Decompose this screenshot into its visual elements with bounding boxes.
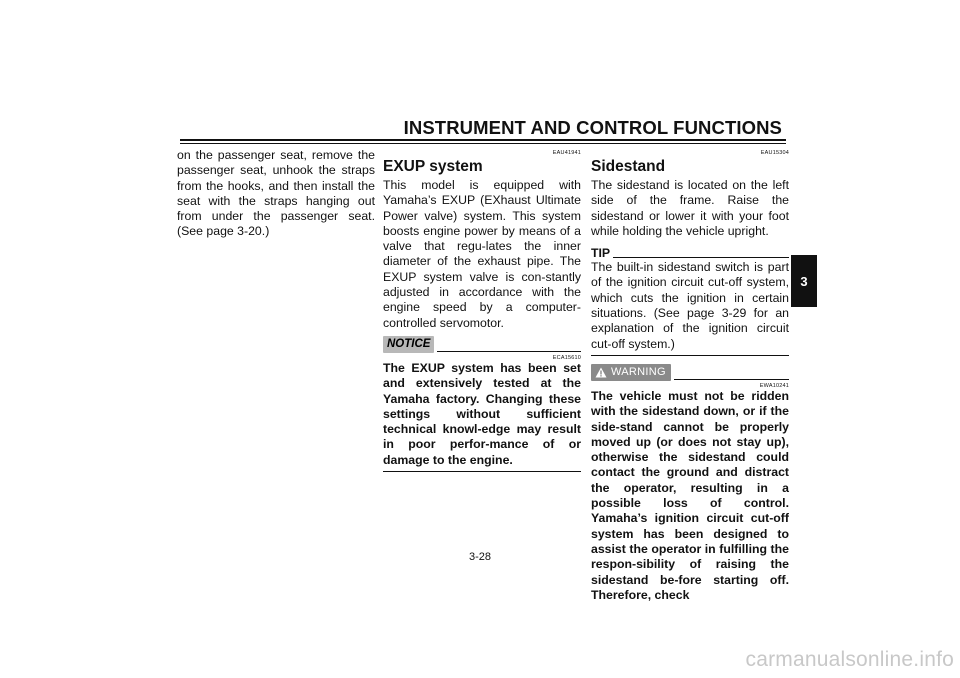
notice-end-rule — [383, 471, 581, 472]
warning-triangle-icon — [595, 367, 607, 378]
tip-rule — [613, 257, 789, 258]
watermark: carmanualsonline.info — [745, 648, 954, 671]
section-exup — [383, 148, 581, 472]
notice-text: The EXUP system has been set and extensively tested at the Yamaha factory. Changing these settings without sufficient technical knowl-edge may result in poor perfor-mance of or damage to the engine. — [383, 360, 581, 467]
tip-label: TIP — [591, 246, 611, 261]
continued-text: on the passenger seat, remove the passenger seat, unhook the straps from the hooks, and then install the seat with the straps hanging out from under the passenger seat. (See page 3-20.) — [177, 148, 375, 239]
notice-rule — [437, 351, 581, 352]
page-number: 3-28 — [469, 551, 492, 563]
column-left — [177, 148, 375, 240]
page-header-title: INSTRUMENT AND CONTROL FUNCTIONS — [403, 117, 782, 138]
exup-body: This model is equipped with Yamaha’s EXUP (EXhaust Ultimate Power valve) system. This system boosts engine power by means of a valve that regu-lates the inner diameter of the exhaust pipe. The EXUP system valve is con-stantly adjusted in accordance with the engine speed by a computer-controlled servomotor. — [383, 178, 581, 330]
warning-header — [591, 364, 789, 381]
chapter-tab: 3 — [791, 255, 817, 307]
notice-badge: NOTICE — [383, 336, 434, 353]
exup-code: EAU41941 — [552, 150, 581, 156]
sidestand-code: EAU15304 — [760, 150, 789, 156]
header-rule — [180, 139, 786, 144]
exup-title: EXUP system — [383, 158, 483, 175]
sidestand-body: The sidestand is located on the left side of the frame. Raise the sidestand or lower it with your foot while holding the vehicle upright. — [591, 178, 789, 238]
warning-rule — [674, 379, 789, 380]
warning-text: The vehicle must not be ridden with the sidestand down, or if the side-stand cannot be properly moved up (or does not stay up), otherwise the sidestand could contact the ground and distract the operator, resulting in a possible loss of control. Yamaha’s ignition circuit cut-off system has been designed to assist the operator in fulfilling the respon-sibility of raising the sidestand be-fore starting off. Therefore, check — [591, 388, 789, 602]
tip-header — [591, 246, 789, 260]
sidestand-title: Sidestand — [591, 158, 666, 175]
tip-end-rule — [591, 355, 789, 356]
section-sidestand — [591, 148, 789, 603]
warning-badge — [591, 364, 671, 381]
warning-label: WARNING — [611, 365, 666, 378]
notice-code: ECA15610 — [552, 354, 581, 361]
tip-text: The built-in sidestand switch is part of the ignition circuit cut-off system, which cuts the ignition in certain situations. (See page 3-29 for an explanation of the ignition circuit cut-off system.) — [591, 260, 789, 351]
notice-header — [383, 336, 581, 353]
warning-code: EWA10241 — [759, 382, 789, 389]
